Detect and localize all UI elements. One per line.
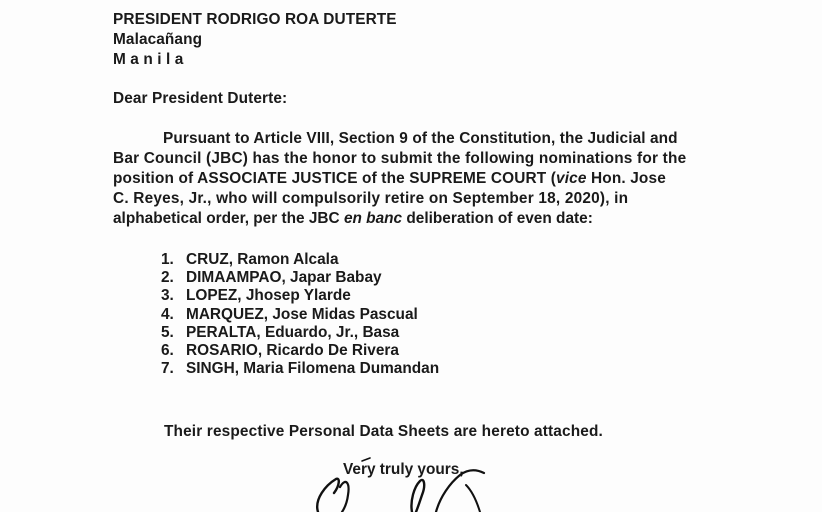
list-number: 2.: [161, 269, 174, 287]
recipient-name: PRESIDENT RODRIGO ROA DUTERTE: [113, 11, 397, 28]
list-number: 5.: [161, 323, 174, 341]
body-line-5: [113, 209, 711, 229]
list-number: 4.: [161, 305, 174, 323]
body-line-4: C. Reyes, Jr., who will compulsorily retire on September 18, 2020), in: [113, 190, 629, 207]
vice-italic: vice: [556, 170, 587, 187]
list-item: [161, 306, 439, 324]
nominee-name: MARQUEZ, Jose Midas Pascual: [186, 305, 418, 323]
nominee-name: DIMAAMPAO, Japar Babay: [186, 269, 382, 287]
list-number: 7.: [161, 360, 174, 378]
body-line-3-text: position of ASSOCIATE JUSTICE of the SUPREME COURT (: [113, 170, 557, 187]
body-line-1: Pursuant to Article VIII, Section 9 of the Constitution, the Judicial and: [163, 130, 678, 147]
list-number: 6.: [161, 341, 174, 359]
body-line-5-text: alphabetical order, per the JBC: [113, 210, 344, 227]
nominee-list: [161, 251, 439, 378]
en-banc-italic: en banc: [343, 210, 403, 227]
list-item: [161, 342, 439, 360]
body-line-3-tail: Hon. Jose: [586, 170, 666, 187]
nominee-name: SINGH, Maria Filomena Dumandan: [186, 360, 440, 378]
nominee-name: CRUZ, Ramon Alcala: [186, 251, 339, 268]
list-item: [161, 269, 439, 287]
signature-image: [300, 455, 520, 512]
list-item: [161, 251, 439, 269]
list-item: [161, 287, 439, 305]
list-item: [161, 360, 439, 378]
salutation: Dear President Duterte:: [113, 90, 288, 107]
attachments-note: Their respective Personal Data Sheets are hereto attached.: [164, 423, 603, 440]
recipient-office: Malacañang: [113, 31, 203, 48]
list-number: 3.: [161, 287, 174, 305]
closing: Very truly yours,: [343, 461, 464, 478]
body-paragraph: [113, 129, 711, 229]
body-line-3: [113, 169, 711, 189]
body-line-2: Bar Council (JBC) has the honor to submit the following nominations for the: [113, 150, 687, 167]
recipient-city: M a n i l a: [113, 51, 184, 68]
nominee-name: PERALTA, Eduardo, Jr., Basa: [186, 323, 400, 341]
body-line-5-tail: deliberation of even date:: [402, 210, 593, 227]
list-item: [161, 324, 439, 342]
nominee-name: ROSARIO, Ricardo De Rivera: [186, 341, 399, 359]
list-number: 1.: [161, 251, 174, 268]
nominee-name: LOPEZ, Jhosep Ylarde: [186, 287, 351, 305]
